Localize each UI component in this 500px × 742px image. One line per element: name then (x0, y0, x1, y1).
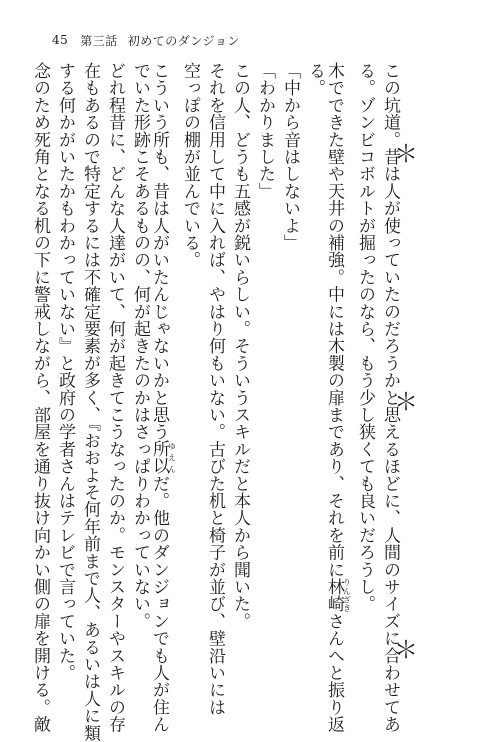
body-text (30, 62, 436, 742)
text-column: 在もあるので特定するには不確定要素が多く、『おおよそ何年前まで人、あるいは人に類 (80, 62, 100, 742)
text-column: この坑道。昔は人が使っていたのだろうかと思えるほどに、人間のサイズに合わせてあ (380, 62, 400, 733)
running-header (52, 31, 240, 49)
scene-break-star: ＊ (394, 388, 418, 416)
text-column: それを信用して中に入れば、やはり何もいない。古びた机と椅子が並び、壁沿いには (205, 62, 225, 716)
page-number: 45 (52, 33, 69, 47)
text-column: る。ゾンビコボルトが掘ったのなら、もう少し狭くても良いだろうし。 (355, 62, 375, 613)
chapter-label: 第三話 (80, 33, 118, 48)
scene-break-star: ＊ (394, 140, 418, 168)
text-column: こういう所も、昔は人がいたんじゃないかと思う所以ゆえんだ。他のダンジョンでも人が住ん (149, 62, 177, 733)
text-column: 念のため死角となる机の下に警戒しながら、部屋を通り抜け向かい側の扉を開ける。敵 (30, 62, 50, 733)
text-column: する何かがいたかもわかっていない』と政府の学者さんはテレビで言っていた。 (55, 62, 75, 682)
text-column: 木でできた壁や天井の補強。中には木製の扉まであり、それを前に林崎りんざきさんへと振り返 (324, 62, 352, 733)
text-column: る。 (305, 62, 325, 97)
text-column: でいた形跡こそあるものの、何が起きたのかはさっぱりわかっていない。 (130, 62, 150, 630)
ruby-annotation: 林崎りんざき (324, 578, 352, 613)
text-column: 「中から音はしないよ」 (280, 62, 300, 252)
text-column: この人、どうも五感が鋭いらしい。そういうスキルだと本人から聞いた。 (230, 62, 250, 630)
scene-break-star: ＊ (394, 636, 418, 664)
text-column: 空っぽの棚が並んでいる。 (180, 62, 200, 269)
ruby-annotation: 所以ゆえん (149, 440, 177, 475)
text-column: どれ程昔に、どんな人達がいて、何が起きてこうなったのか。モンスターやスキルの存 (105, 62, 125, 733)
text-column: 「わかりました」 (255, 62, 275, 200)
chapter-title: 初めてのダンジョン (127, 33, 240, 48)
